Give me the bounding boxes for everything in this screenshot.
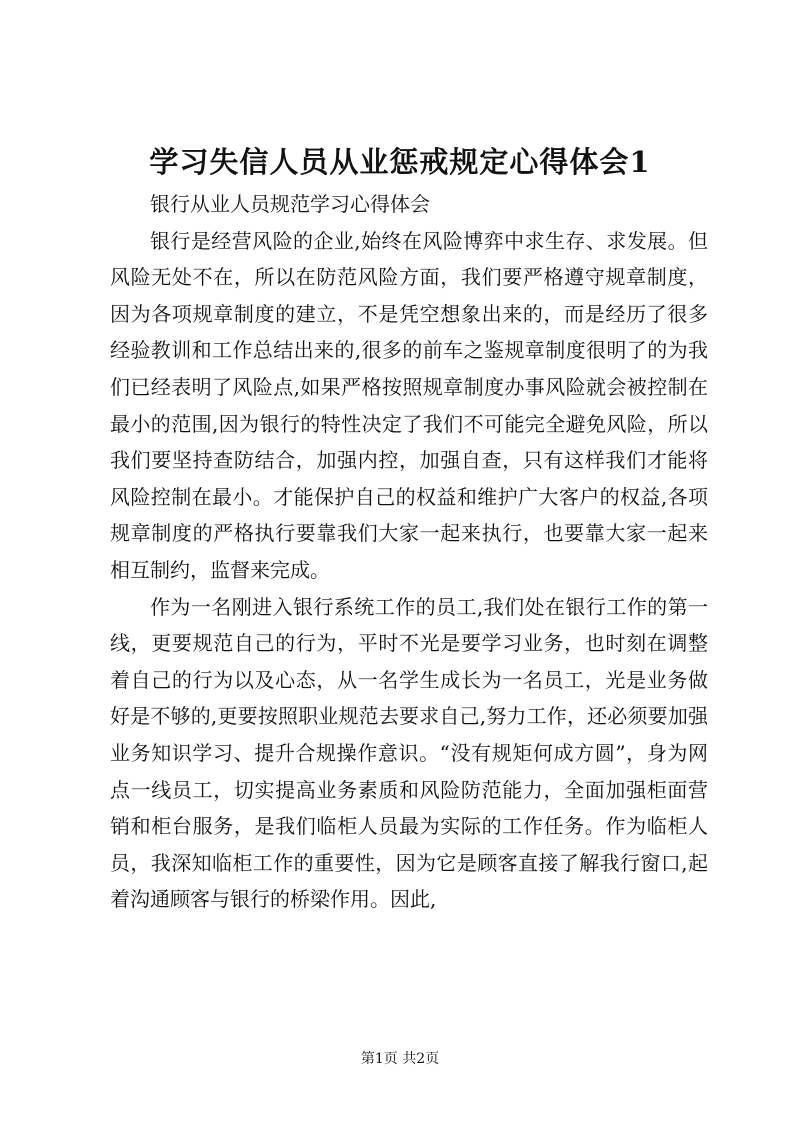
document-title: 学习失信人员从业惩戒规定心得体会1: [149, 145, 651, 179]
subtitle: 银行从业人员规范学习心得体会: [150, 192, 430, 216]
paragraph-1: 银行是经营风险的企业,始终在风险博弈中求生存、求发展。但风险无处不在，所以在防范风险方面，我们要严格遵守规章制度，因为各项规章制度的建立，不是凭空想象出来的，而是经历了很多经验教训和工作总结出来的,很多的前车之鉴规章制度很明了的为我们已经表明了风险点,如果严格按照规章制度办事风险就会被控制在最小的范围,因为银行的特性决定了我们不可能完全避免风险，所以我们要坚持查防结合，加强内控，加强自查，只有这样我们才能将风险控制在最小。才能保护自己的权益和维护广大客户的权益,各项规章制度的严格执行要靠我们大家一起来执行，也要靠大家一起来相互制约，监督来完成。: [110, 228, 708, 582]
paragraph-2: 作为一名刚进入银行系统工作的员工,我们处在银行工作的第一线，更要规范自己的行为，平时不光是要学习业务，也时刻在调整着自己的行为以及心态，从一名学生成长为一名员工，光是业务做好是不够的,更要按照职业规范去要求自己,努力工作，还必须要加强业务知识学习、提升合规操作意识。“没有规矩何成方圆”，身为网点一线员工，切实提高业务素质和风险防范能力，全面加强柜面营销和柜台服务，是我们临柜人员最为实际的工作任务。作为临柜人员，我深知临柜工作的重要性，因为它是顾客直接了解我行窗口,起着沟通顾客与银行的桥梁作用。因此,: [110, 594, 708, 912]
page-number: 第1页 共2页: [360, 1051, 440, 1067]
document-body: [110, 186, 708, 918]
